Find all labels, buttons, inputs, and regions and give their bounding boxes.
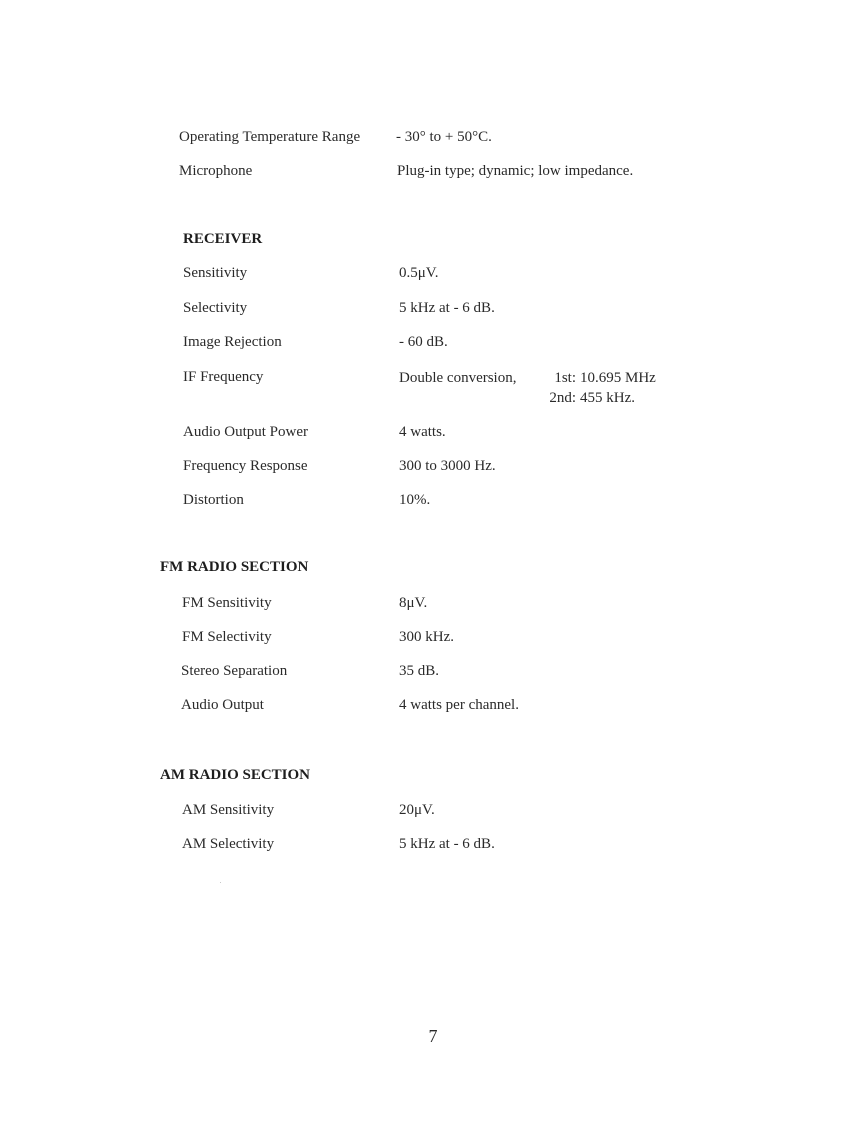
section-heading-receiver: RECEIVER bbox=[183, 231, 263, 247]
spec-value-audio-output: 4 watts per channel. bbox=[399, 697, 519, 713]
if-second-value: 455 kHz. bbox=[580, 390, 635, 406]
if-first-label: 1st: bbox=[554, 370, 576, 386]
spec-label-distortion: Distortion bbox=[183, 492, 244, 508]
spec-value-microphone: Plug-in type; dynamic; low impedance. bbox=[397, 163, 634, 179]
page-number: 7 bbox=[428, 1026, 438, 1046]
spec-value-frequency-response: 300 to 3000 Hz. bbox=[399, 458, 496, 474]
spec-label-microphone: Microphone bbox=[179, 163, 253, 179]
spec-label-am-selectivity: AM Selectivity bbox=[182, 836, 275, 852]
spec-label-selectivity: Selectivity bbox=[183, 300, 248, 316]
if-second-label: 2nd: bbox=[549, 390, 576, 406]
spec-value-if-frequency: Double conversion, bbox=[399, 370, 517, 386]
spec-label-fm-sensitivity: FM Sensitivity bbox=[182, 595, 272, 611]
spec-value-sensitivity: 0.5μV. bbox=[399, 265, 439, 281]
spec-value-audio-output-power: 4 watts. bbox=[399, 424, 446, 440]
spec-label-audio-output: Audio Output bbox=[181, 697, 264, 713]
spec-value-image-rejection: - 60 dB. bbox=[399, 334, 448, 350]
spec-label-operating-temperature: Operating Temperature Range bbox=[179, 129, 361, 145]
spec-value-am-selectivity: 5 kHz at - 6 dB. bbox=[399, 836, 495, 852]
if-frequency-detail bbox=[399, 369, 656, 407]
section-heading-am-radio: AM RADIO SECTION bbox=[160, 767, 311, 783]
spec-label-if-frequency: IF Frequency bbox=[183, 369, 264, 385]
spec-label-sensitivity: Sensitivity bbox=[183, 265, 248, 281]
spec-value-fm-selectivity: 300 kHz. bbox=[399, 629, 454, 645]
spec-value-operating-temperature: - 30° to + 50°C. bbox=[396, 129, 492, 145]
scan-speck bbox=[220, 882, 221, 883]
spec-value-am-sensitivity: 20μV. bbox=[399, 802, 435, 818]
spec-label-audio-output-power: Audio Output Power bbox=[183, 424, 308, 440]
spec-value-stereo-separation: 35 dB. bbox=[399, 663, 440, 679]
spec-label-am-sensitivity: AM Sensitivity bbox=[182, 802, 275, 818]
section-heading-fm-radio: FM RADIO SECTION bbox=[160, 559, 309, 575]
spec-label-frequency-response: Frequency Response bbox=[183, 458, 308, 474]
spec-label-image-rejection: Image Rejection bbox=[183, 334, 282, 350]
spec-value-fm-sensitivity: 8μV. bbox=[399, 595, 428, 611]
spec-label-stereo-separation: Stereo Separation bbox=[181, 663, 288, 679]
spec-label-fm-selectivity: FM Selectivity bbox=[182, 629, 272, 645]
spec-value-selectivity: 5 kHz at - 6 dB. bbox=[399, 300, 495, 316]
spec-value-distortion: 10%. bbox=[399, 492, 431, 508]
if-first-value: 10.695 MHz bbox=[580, 370, 656, 386]
